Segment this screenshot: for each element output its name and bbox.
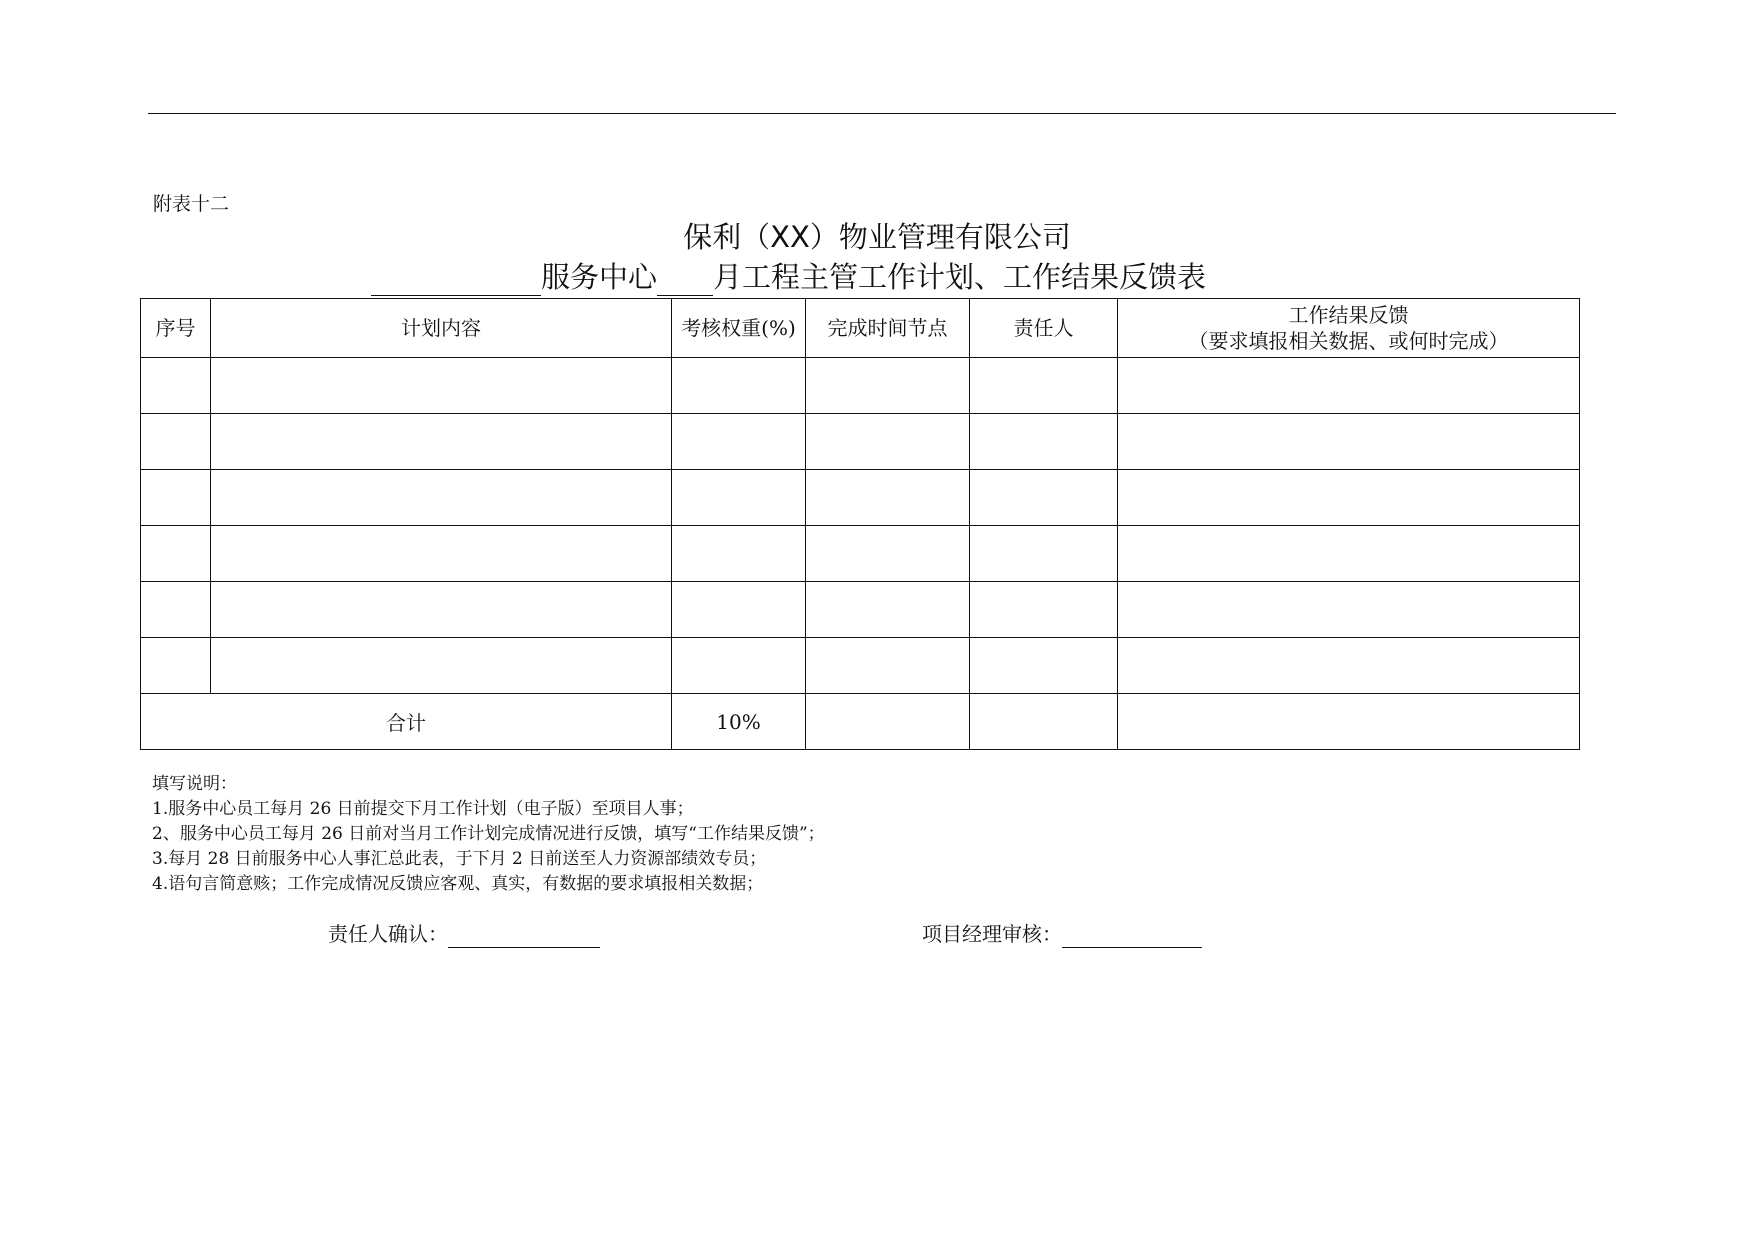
cell-plan-content[interactable]: [211, 582, 672, 638]
cell-deadline[interactable]: [806, 414, 970, 470]
manager-review: [922, 920, 1202, 948]
table-row: [141, 470, 1580, 526]
total-row: [141, 694, 1580, 750]
owner-confirm-label: 责任人确认：: [328, 922, 448, 946]
cell-plan-content[interactable]: [211, 358, 672, 414]
header-plan-content: 计划内容: [211, 299, 672, 358]
header-weight: 考核权重(%): [672, 299, 806, 358]
form-title: [371, 258, 1206, 296]
header-owner: 责任人: [970, 299, 1118, 358]
cell-deadline[interactable]: [806, 470, 970, 526]
total-feedback-cell[interactable]: [1118, 694, 1580, 750]
cell-index[interactable]: [141, 526, 211, 582]
cell-index[interactable]: [141, 470, 211, 526]
cell-weight[interactable]: [672, 470, 806, 526]
instructions: [152, 772, 825, 897]
month-blank[interactable]: [657, 265, 713, 296]
form-title-part2: 月工程主管工作计划、工作结果反馈表: [713, 260, 1207, 294]
cell-weight[interactable]: [672, 358, 806, 414]
cell-owner[interactable]: [970, 582, 1118, 638]
cell-plan-content[interactable]: [211, 470, 672, 526]
table-row: [141, 414, 1580, 470]
annex-label: 附表十二: [153, 193, 230, 215]
owner-signature-line[interactable]: [448, 923, 600, 948]
cell-deadline[interactable]: [806, 582, 970, 638]
instruction-item: 2、服务中心员工每月 26 日前对当月工作计划完成情况进行反馈，填写“工作结果反馈”；: [152, 824, 825, 844]
cell-feedback[interactable]: [1118, 582, 1580, 638]
total-weight[interactable]: 10%: [672, 694, 806, 750]
cell-weight[interactable]: [672, 526, 806, 582]
cell-index[interactable]: [141, 638, 211, 694]
cell-feedback[interactable]: [1118, 358, 1580, 414]
total-owner-cell[interactable]: [970, 694, 1118, 750]
total-label: 合计: [141, 694, 672, 750]
header-feedback-title: 工作结果反馈: [1288, 303, 1409, 327]
total-deadline-cell[interactable]: [806, 694, 970, 750]
plan-table: [140, 298, 1580, 750]
cell-deadline[interactable]: [806, 358, 970, 414]
cell-plan-content[interactable]: [211, 414, 672, 470]
cell-owner[interactable]: [970, 358, 1118, 414]
owner-confirm: [328, 920, 600, 948]
cell-owner[interactable]: [970, 414, 1118, 470]
table-row: [141, 582, 1580, 638]
cell-owner[interactable]: [970, 526, 1118, 582]
cell-owner[interactable]: [970, 638, 1118, 694]
cell-owner[interactable]: [970, 470, 1118, 526]
instruction-item: 4.语句言简意赅；工作完成情况反馈应客观、真实，有数据的要求填报相关数据；: [152, 874, 764, 894]
header-feedback: [1118, 299, 1580, 358]
instructions-heading: 填写说明：: [152, 774, 237, 794]
cell-index[interactable]: [141, 414, 211, 470]
header-feedback-note: （要求填报相关数据、或何时完成）: [1188, 329, 1509, 353]
table-row: [141, 526, 1580, 582]
cell-feedback[interactable]: [1118, 526, 1580, 582]
manager-signature-line[interactable]: [1062, 923, 1202, 948]
cell-deadline[interactable]: [806, 638, 970, 694]
cell-weight[interactable]: [672, 414, 806, 470]
cell-feedback[interactable]: [1118, 470, 1580, 526]
cell-deadline[interactable]: [806, 526, 970, 582]
table-header-row: [141, 299, 1580, 358]
header-deadline: 完成时间节点: [806, 299, 970, 358]
cell-weight[interactable]: [672, 638, 806, 694]
header-index: 序号: [141, 299, 211, 358]
form-title-part1: 服务中心: [541, 260, 658, 294]
table-row: [141, 358, 1580, 414]
header-rule: [148, 113, 1616, 114]
cell-weight[interactable]: [672, 582, 806, 638]
cell-feedback[interactable]: [1118, 414, 1580, 470]
manager-review-label: 项目经理审核：: [922, 922, 1062, 946]
cell-plan-content[interactable]: [211, 526, 672, 582]
cell-feedback[interactable]: [1118, 638, 1580, 694]
company-title: 保利（XX）物业管理有限公司: [683, 220, 1071, 254]
table-row: [141, 638, 1580, 694]
instruction-item: 1.服务中心员工每月 26 日前提交下月工作计划（电子版）至项目人事；: [152, 799, 694, 819]
service-center-blank[interactable]: [371, 265, 541, 296]
instruction-item: 3.每月 28 日前服务中心人事汇总此表，于下月 2 日前送至人力资源部绩效专员；: [152, 849, 767, 869]
cell-index[interactable]: [141, 582, 211, 638]
cell-index[interactable]: [141, 358, 211, 414]
cell-plan-content[interactable]: [211, 638, 672, 694]
